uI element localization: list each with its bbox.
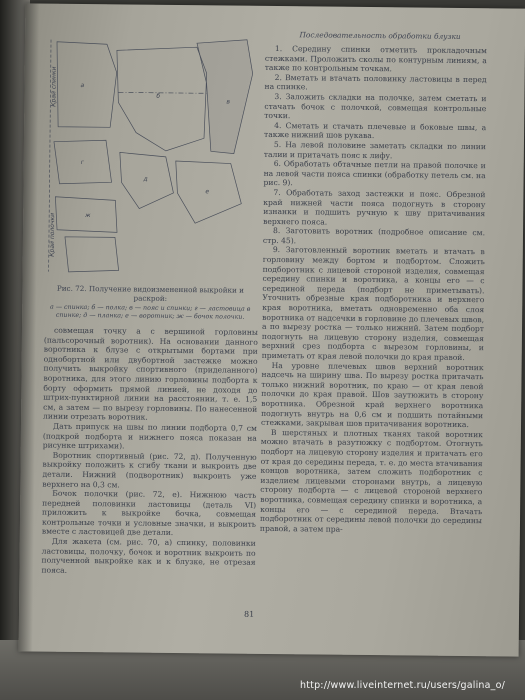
pattern-dash-line [118,92,206,93]
figure-label-zh: ж [85,212,91,220]
figure-label-e: е [205,188,210,196]
right-paragraph: 3. Заложить складки на полочке, затем сметать и стачать бочок с полочкой, совмещая контрольные точки. [264,91,487,121]
left-paragraph: Для жакета (см. рис. 70, а) спинку, половинки ластовицы, полочку, бочок и воротник выкроить по полученной выкройке как и к блузке, не отрезая пояса. [41,536,256,575]
running-head: Последовательность обработки блузки [299,30,461,41]
right-paragraph: На уровне плечевых швов верхний воротник надсечь на ширину шва. По вырезу ростка притачать только нижний воротник, по краю — от края левой полочки до края правой. Шов заутюжить в сторону воротника. Обрезной край верхнего воротника подогнуть внутрь на 0,6 см и подшить потайными стежками, закрывая шов притачивания воротника. [260,360,484,430]
pattern-front-piece [116,46,207,151]
right-paragraph: 9. Заготовленный воротник вметать и втачать в горловину между бортом и подбортом. Сложить подборотник с лицевой стороной изделия, совмещая середину спинки и воротника, а концы его — с серединой переда (подборт не приметывать). Уточнить обрезные края подборотника и верхнего края воротника, вметать одновременно оба слоя воротника от надсечки в горловине до плечевых швов, а по вырезу ростка — только нижний. Затем подборт подогнуть на лицевую сторону изделия, совмещая верхний срез подборта с вырезом горловины, и приметать от края левой полочки до края правой. [261,245,485,363]
left-paragraph: Бочок полочки (рис. 72, е). Нижнюю часть передней половинки ластовицы (деталь VI) приложить к выкройке бочка, совмещая контрольные точки и условные значки, и выкроить вместе с ластовицей две детали. [41,488,257,538]
pattern-figure [45,32,260,279]
right-paragraph: 4. Сметать и стачать плечевые и боковые швы, а также нижний шов рукава. [263,120,487,141]
page-number: 81 [243,609,255,619]
pattern-collar-piece [196,39,253,154]
book-page [19,3,525,656]
left-paragraph: Дать припуск на швы по линии подборта 0,7 см (подкрой подборта и нижнего пояса показан на рисунке штрихами). [42,421,258,451]
figure-label-v: в [226,98,230,106]
left-text-column [41,326,258,578]
left-paragraph: Воротник спортивный (рис. 72, д). Полученную выкройку положить к сгибу ткани и выкроить две детали. Нижний (подворотник) выкроить уже верхнего на 0,3 см. [42,450,257,489]
right-text-column [260,44,487,536]
figure-caption-legend: а — спинка; б — полка; в — пояс и спинки; г — ластовица в спинке; д — планка; е — воротник; ж — бочок полочки. [49,303,251,321]
left-paragraph: совмещая точку а с вершиной горловины (пальсорочный воротник). На основании данного воротника к блузе с открытыми бортами при однобортной или двубортной застежке можно получить выкройку спортивного (приделанного) воротника, для этого линию горловины подборта к борту оформить прямой линией, не доходя до штрих-пунктирной линии на расстоянии, т. е. 1,5 см, а затем — по вырезу горловины. По нанесенной линии отрезать воротник. [43,325,259,423]
right-paragraph: 1. Середину спинки отметить прокладочным стежками. Проложить сколы по контурным линиям, а также по контрольным точкам. [264,44,487,74]
figure-label-g: г [80,158,84,167]
figure-label-d: д [143,175,148,183]
figure-caption-title: Рис. 72. Получение видоизмененной выкройки и раскрой: [56,283,244,303]
figure-label-front-edge: Край полочки [48,212,57,257]
right-paragraph: 8. Заготовить воротник (подробное описание см. стр. 45). [262,226,486,246]
right-paragraph: 5. На левой половине заметать складки по линии талии и притачать пояс к лифу. [263,139,486,160]
figure-label-a: а [80,81,85,90]
right-paragraph: 2. Вметать и втачать половинку ластовицы в перед на спинке. [264,72,487,92]
right-paragraph: 6. Обработать обтачные петли на правой полочке и на левой части пояса спинки (обработку петель см. на рис. 9). [263,159,486,188]
pattern-lower-piece [65,237,119,273]
figure-label-back-edge: Край спинки [50,66,58,107]
right-paragraph: 7. Обработать заход застежки и пояс. Обрезной край нижней части пояса подогнуть в сторону изнанки и подшить ручную к шву притачивания верхнего пояса. [263,187,486,227]
pattern-back-piece [56,42,117,128]
figure-caption [44,284,256,322]
figure-label-b: б [156,92,161,100]
watermark-url: http://www.liveinternet.ru/users/galina_o/ [300,680,506,691]
right-paragraph: В шерстяных и плотных тканях такой воротник можно втачать в разутюжку с подбортом. Отогнуть подборт на лицевую сторону изделия и притачать его от края до середины переда, т. е. до места втачивания концов воротника, затем сложить подборотник с изделием лицевыми сторонами внутрь, а лицевую сторону подборта — с лицевой стороной верхнего воротника, совмещая середину спинки и воротника, а концы его — с серединой переда. Втачать подборотник от середины левой полочки до середины правой, а затем пра- [259,427,483,534]
